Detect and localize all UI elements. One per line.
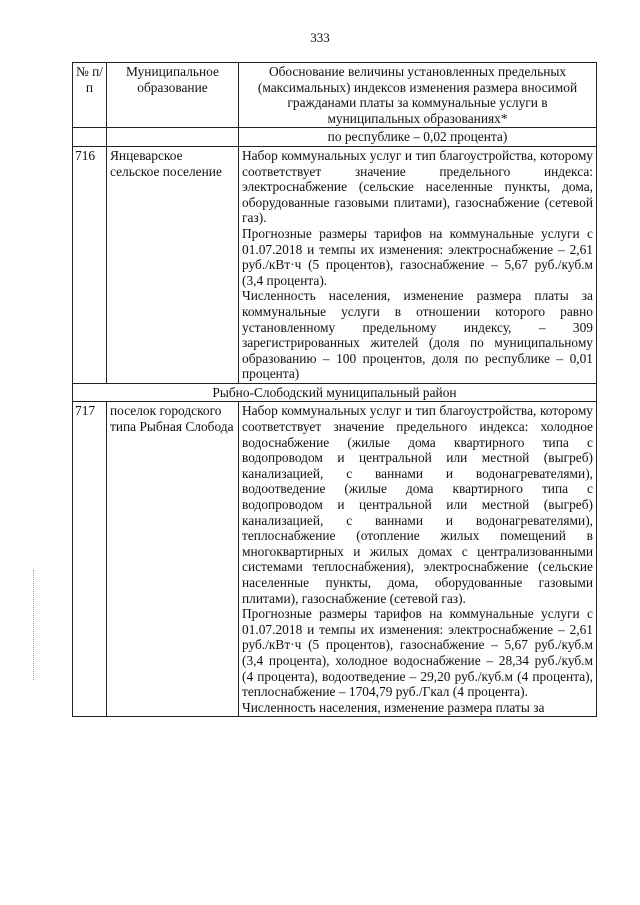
population-paragraph: Численность населения, изменение размера платы за xyxy=(242,699,545,715)
row-number: 716 xyxy=(73,146,107,383)
services-paragraph: Набор коммунальных услуг и тип благоустройства, которому соответствует значение предельного индекса: электроснабжение (сельские населенные пункты, дома, оборудованные газовыми плитами), газоснабжение (сетевой газ). xyxy=(242,147,593,226)
municipality-name: Янцеварское сельское поселение xyxy=(107,146,239,383)
municipality-name: поселок городского типа Рыбная Слобода xyxy=(107,402,239,717)
continuation-text: по республике – 0,02 процента) xyxy=(239,128,597,147)
table-header-row xyxy=(73,63,597,128)
header-justification: Обоснование величины установленных предельных (максимальных) индексов изменения размера вносимой гражданами платы за коммунальные услуги в муниципальных образованиях* xyxy=(239,63,597,128)
district-name: Рыбно-Слободский муниципальный район xyxy=(73,383,597,402)
table-row-717 xyxy=(73,402,597,717)
justification-cell xyxy=(239,146,597,383)
tariff-table xyxy=(72,62,597,717)
row-number: 717 xyxy=(73,402,107,717)
header-number: № п/п xyxy=(73,63,107,128)
table-row-716 xyxy=(73,146,597,383)
services-paragraph: Набор коммунальных услуг и тип благоустройства, которому соответствует значение предельного индекса: холодное водоснабжение (жилые дома квартирного типа с водопроводом и центральной или местной (выгреб) канализацией, с ваннами и водонагревателями), водоотведение (жилые дома квартирного типа с водопроводом и центральной или местной (выгреб) канализацией, с ваннами и водонагревателями), теплоснабжение (отопление жилых помещений в многоквартирных и жилых домах с централизованными системами теплоснабжения), электроснабжение (сельские населенные пункты, дома, оборудованные газовыми плитами), газоснабжение (сетевой газ). xyxy=(242,403,593,606)
justification-cell xyxy=(239,402,597,717)
district-row xyxy=(73,383,597,402)
margin-mark xyxy=(33,570,35,680)
population-paragraph: Численность населения, изменение размера платы за коммунальные услуги в отношении которого равно установленному предельному индексу, – 309 зарегистрированных жителей (доля по муниципальному образованию – 100 процентов, доля по республике – 0,01 процента) xyxy=(242,288,593,382)
header-municipality: Муниципальное образование xyxy=(107,63,239,128)
tariffs-paragraph: Прогнозные размеры тарифов на коммунальные услуги с 01.07.2018 и темпы их изменения: электроснабжение – 2,61 руб./кВт·ч (5 процентов), газоснабжение – 5,67 руб./куб.м (3,4 процента). xyxy=(242,225,593,288)
page-number: 333 xyxy=(310,30,330,45)
continuation-row xyxy=(73,128,597,147)
tariffs-paragraph: Прогнозные размеры тарифов на коммунальные услуги с 01.07.2018 и темпы их изменения: электроснабжение – 2,61 руб./кВт·ч (5 процентов), газоснабжение – 5,67 руб./куб.м (3,4 процента), холодное водоснабжение – 28,34 руб./куб.м (4 процента), водоотведение – 29,20 руб./куб.м (4 процента), теплоснабжение – 1704,79 руб./Гкал (4 процента). xyxy=(242,606,593,700)
